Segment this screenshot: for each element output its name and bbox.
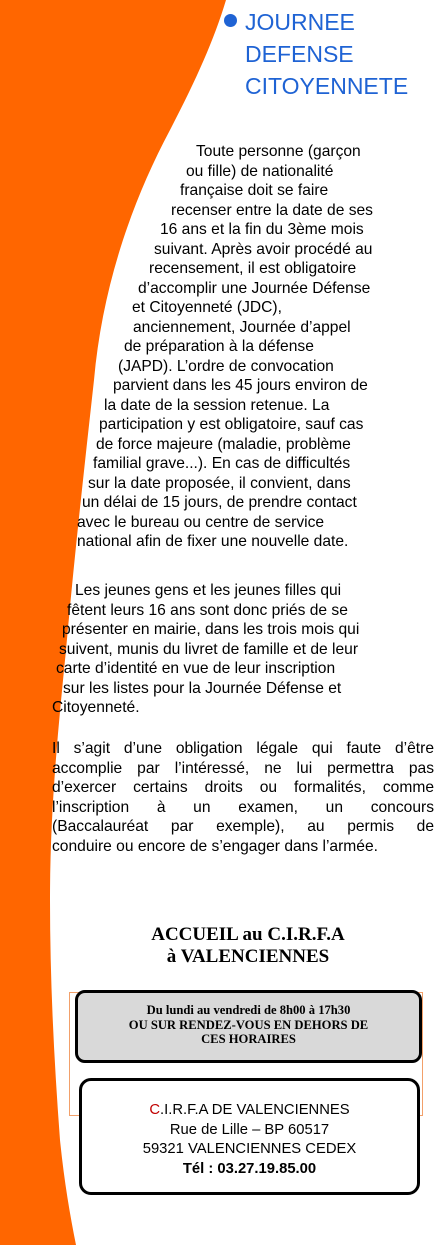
text-line: conduire ou encore de s’engager dans l’armée. [52,837,378,855]
text-line: française doit se faire [180,182,329,199]
paragraph-obligation [52,739,434,856]
text-line: un délai de 15 jours, de prendre contact [82,494,357,511]
text-line: national afin de fixer une nouvelle date. [77,533,349,550]
paragraph-recensement [0,142,373,552]
text-line: ou fille) de nationalité [186,162,334,180]
accueil-line-2: à VALENCIENNES [166,946,330,967]
text-line: anciennement, Journée d’appel [133,318,351,336]
contact-name [82,1101,417,1121]
title-line-2: DEFENSE [245,41,354,67]
text-line: sur la date proposée, il convient, dans [88,474,351,492]
text-line: avec le bureau ou centre de service [77,513,325,531]
contact-address-1: Rue de Lille – BP 60517 [169,1121,330,1138]
opening-hours-box [75,990,422,1063]
text-line: d’exercer certains droits ou formalités, comme [52,779,434,796]
text-line: recenser entre la date de ses [171,201,373,219]
text-line: suivent, munis du livret de famille et de leur [59,640,359,658]
text-line: présenter en mairie, dans les trois mois qui [62,621,360,638]
page-title [226,6,441,102]
contact-name-rest: .I.R.F.A DE VALENCIENNES [160,1102,350,1118]
text-line: d’accomplir une Journée Défense [138,279,371,297]
text-line: Les jeunes gens et les jeunes filles qui [75,582,342,599]
text-line: et Citoyenneté (JDC), [132,299,282,316]
contact-phone: Tél : 03.27.19.85.00 [182,1160,317,1177]
text-line: accomplie par l’intéressé, ne lui permettra pas [52,759,434,777]
text-line: sur les listes pour la Journée Défense et [63,679,342,697]
accueil-line-1: ACCUEIL au C.I.R.F.A [151,924,345,945]
title-line-3: CITOYENNETE [245,73,409,99]
text-line: de force majeure (maladie, problème [96,435,351,453]
hours-line-1: Du lundi au vendredi de 8h00 à 17h30 [146,1003,351,1017]
text-line: (JAPD). L’ordre de convocation [118,357,334,375]
hours-line-3: CES HORAIRES [201,1032,296,1046]
text-line: 16 ans et la fin du 3ème mois [160,221,364,238]
text-line: parvient dans les 45 jours environ de [113,377,368,394]
hours-line-2: OU SUR RENDEZ-VOUS EN DEHORS DE [128,1017,369,1032]
text-line: l’inscription à un examen, un concours [52,798,434,816]
text-line: carte d’identité en vue de leur inscription [56,660,336,677]
text-line: de préparation à la défense [124,338,314,355]
text-line: familial grave...). En cas de difficultés [93,455,351,472]
title-line-1: JOURNEE [245,9,355,35]
paragraph-inscription [0,581,359,718]
text-line: Toute personne (garçon [196,143,361,160]
text-line: fêtent leurs 16 ans sont donc priés de se [67,601,348,619]
accueil-heading [110,924,386,968]
text-line: participation y est obligatoire, sauf cas [99,416,364,433]
contact-address-2: 59321 VALENCIENNES CEDEX [142,1141,357,1157]
text-line: la date de la session retenue. La [104,396,330,414]
text-line: recensement, il est obligatoire [149,260,357,277]
text-line: Citoyenneté. [52,699,140,716]
contact-box [79,1078,420,1195]
contact-name-initial: C [149,1102,160,1118]
text-line: suivant. Après avoir procédé au [154,240,373,258]
text-line: Il s’agit d’une obligation légale qui faute d’être [52,740,434,757]
bullet-icon [224,14,237,27]
text-line: (Baccalauréat par exemple), au permis de [52,818,434,835]
